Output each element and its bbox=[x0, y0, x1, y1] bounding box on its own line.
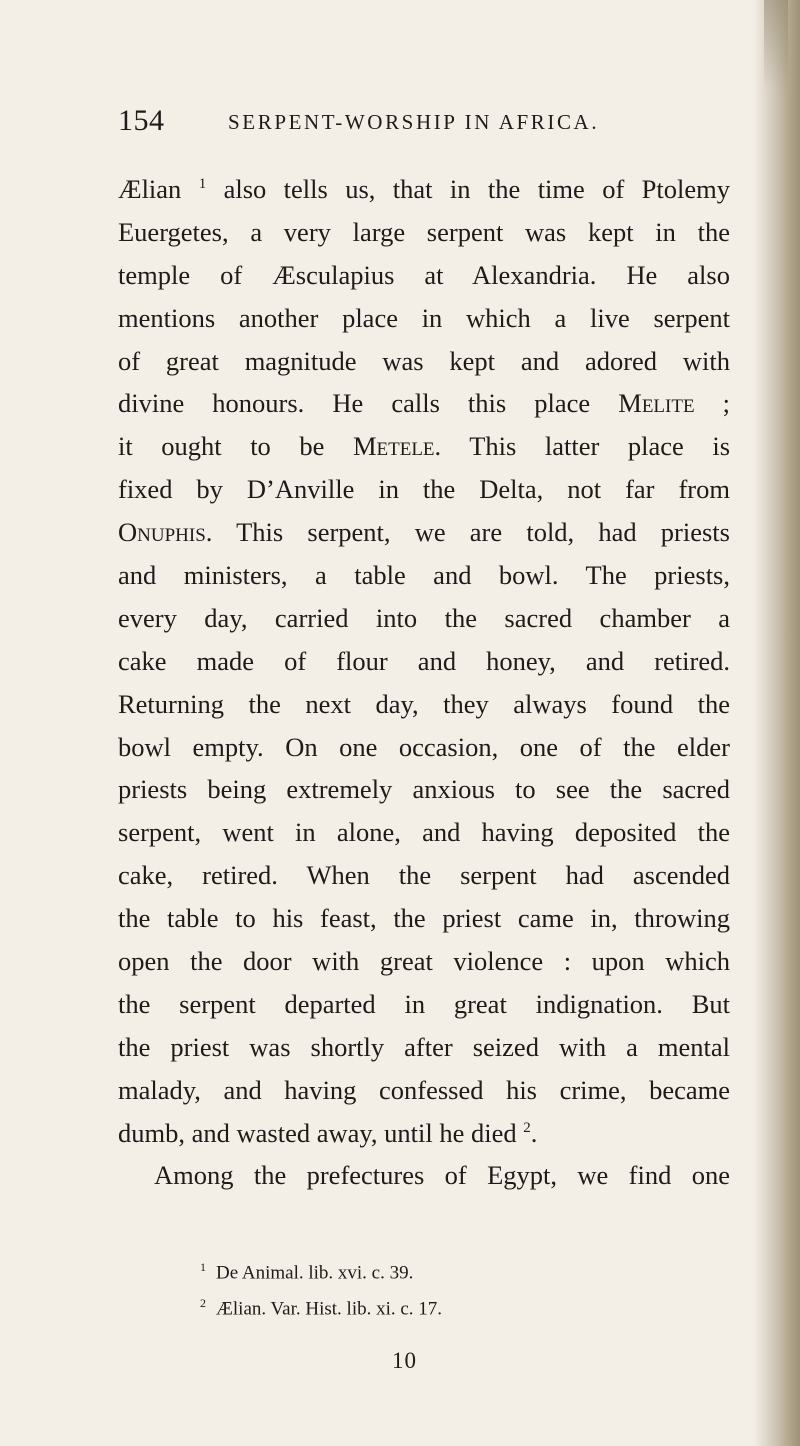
text-line: the serpent departed in great indignation. But bbox=[118, 988, 730, 1019]
body-text bbox=[118, 168, 730, 1197]
text-line bbox=[118, 511, 730, 554]
text-line bbox=[118, 425, 730, 468]
text-span: also tells us, that in the time of Ptolemy bbox=[223, 174, 730, 204]
text-line: bowl empty. On one occasion, one of the elder bbox=[118, 731, 730, 762]
text-span: dumb, and wasted away, until he died bbox=[118, 1117, 517, 1148]
text-line bbox=[118, 168, 730, 211]
place-name: Melite bbox=[618, 388, 695, 419]
text-line: every day, carried into the sacred chamber a bbox=[118, 602, 730, 633]
text-line: priests being extremely anxious to see the sacred bbox=[118, 774, 730, 805]
footnote bbox=[200, 1260, 413, 1284]
place-name: Metele. bbox=[352, 431, 442, 462]
page-number: 154 bbox=[118, 104, 165, 137]
place-name: Onuphis. bbox=[118, 517, 213, 548]
text-span: This serpent, we are told, had priests bbox=[236, 517, 730, 548]
text-line: fixed by D’Anville in the Delta, not far from bbox=[118, 474, 730, 505]
text-line: cake made of flour and honey, and retired. bbox=[118, 645, 730, 676]
text-span: ; bbox=[722, 388, 731, 419]
text-line: malady, and having confessed his crime, became bbox=[118, 1074, 730, 1105]
text-line: of great magnitude was kept and adored with bbox=[118, 345, 730, 376]
text-line: Among the prefectures of Egypt, we find one bbox=[154, 1160, 730, 1191]
text-span: Ælian bbox=[118, 174, 182, 204]
text-line: and ministers, a table and bowl. The priests, bbox=[118, 560, 730, 591]
text-line: Euergetes, a very large serpent was kept in the bbox=[118, 216, 730, 247]
page-edge-stain bbox=[764, 0, 788, 90]
text-span: This latter place is bbox=[469, 431, 731, 462]
page-header bbox=[118, 104, 758, 150]
footnote-marker: 1 bbox=[198, 176, 207, 193]
signature-mark: 10 bbox=[392, 1348, 417, 1373]
text-line: cake, retired. When the serpent had ascended bbox=[118, 860, 730, 891]
running-title: SERPENT-WORSHIP IN AFRICA. bbox=[228, 110, 600, 134]
text-line: serpent, went in alone, and having deposited the bbox=[118, 817, 730, 848]
footnote-text: De Animal. lib. xvi. c. 39. bbox=[216, 1262, 414, 1284]
text-line: Returning the next day, they always found the bbox=[118, 688, 730, 719]
text-line bbox=[118, 382, 730, 425]
text-line bbox=[118, 1112, 730, 1155]
footnote-number: 2 bbox=[200, 1296, 206, 1310]
text-line: mentions another place in which a live serpent bbox=[118, 302, 730, 333]
text-line: the priest was shortly after seized with a mental bbox=[118, 1031, 730, 1062]
text-line: temple of Æsculapius at Alexandria. He also bbox=[118, 259, 730, 290]
footnote-marker: 2 bbox=[523, 1119, 531, 1136]
text-line: open the door with great violence : upon which bbox=[118, 946, 730, 977]
text-span: it ought to be bbox=[118, 431, 325, 462]
footnote-text: Ælian. Var. Hist. lib. xi. c. 17. bbox=[216, 1298, 443, 1320]
footnote-number: 1 bbox=[200, 1260, 206, 1274]
text-line: the table to his feast, the priest came in, throwing bbox=[118, 903, 730, 934]
text-span: divine honours. He calls this place bbox=[118, 388, 591, 419]
text-span: . bbox=[530, 1117, 538, 1148]
page-edge-shadow bbox=[754, 0, 800, 1446]
footnote bbox=[200, 1296, 442, 1320]
